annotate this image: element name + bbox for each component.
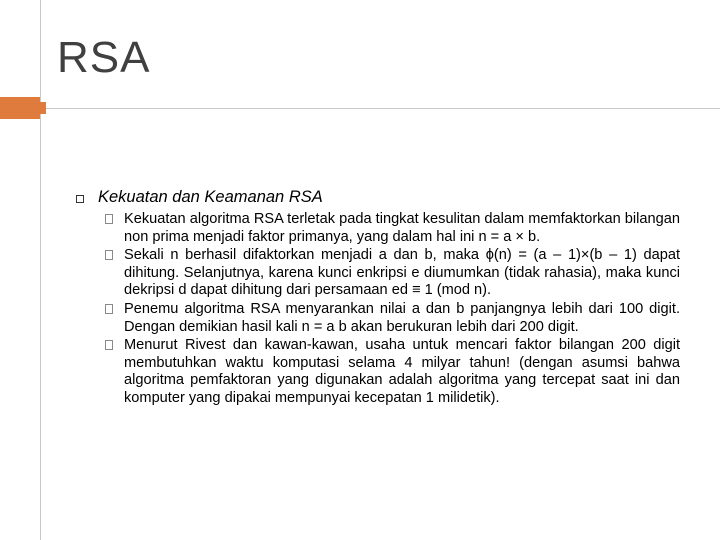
accent-bar — [0, 97, 40, 119]
slide-title: RSA — [57, 33, 151, 82]
list-item-text: Menurut Rivest dan kawan-kawan, usaha untuk mencari faktor bilangan 200 digit membutuhkan waktu komputasi selama 4 milyar tahun! (dengan asumsi bahwa algoritma pemfaktoran yang digunakan adalah algoritma yang tercepat saat ini dan komputer yang dipakai mempunyai kecepatan 1 milidetik). — [124, 337, 680, 406]
accent-notch — [40, 102, 46, 114]
list-item — [104, 301, 680, 336]
list-item — [104, 337, 680, 407]
horizontal-rule — [40, 108, 720, 109]
list-item-text: Kekuatan algoritma RSA terletak pada tingkat kesulitan dalam memfaktorkan bilangan non prima menjadi faktor primanya, yang dalam hal ini n = a × b. — [124, 211, 680, 245]
list-item — [104, 247, 680, 300]
box-bullet-icon — [105, 304, 113, 314]
list-item — [104, 211, 680, 246]
list-item-text: Sekali n berhasil difaktorkan menjadi a dan b, maka ϕ(n) = (a – 1)×(b – 1) dapat dihitung. Selanjutnya, karena kunci enkripsi e diumumkan (tidak rahasia), maka kunci dekripsi d dapat dihitung dari persamaan ed ≡ 1 (mod n). — [124, 247, 680, 299]
square-bullet-icon — [76, 195, 84, 203]
box-bullet-icon — [105, 250, 113, 260]
list-item-text: Penemu algoritma RSA menyarankan nilai a dan b panjangnya lebih dari 100 digit. Dengan demikian hasil kali n = a b akan berukuran lebih dari 200 digit. — [124, 300, 680, 335]
vertical-rule — [40, 0, 41, 540]
box-bullet-icon — [105, 340, 113, 350]
bullet-list — [104, 211, 680, 408]
box-bullet-icon — [105, 214, 113, 224]
level1-heading: Kekuatan dan Keamanan RSA — [98, 188, 323, 206]
